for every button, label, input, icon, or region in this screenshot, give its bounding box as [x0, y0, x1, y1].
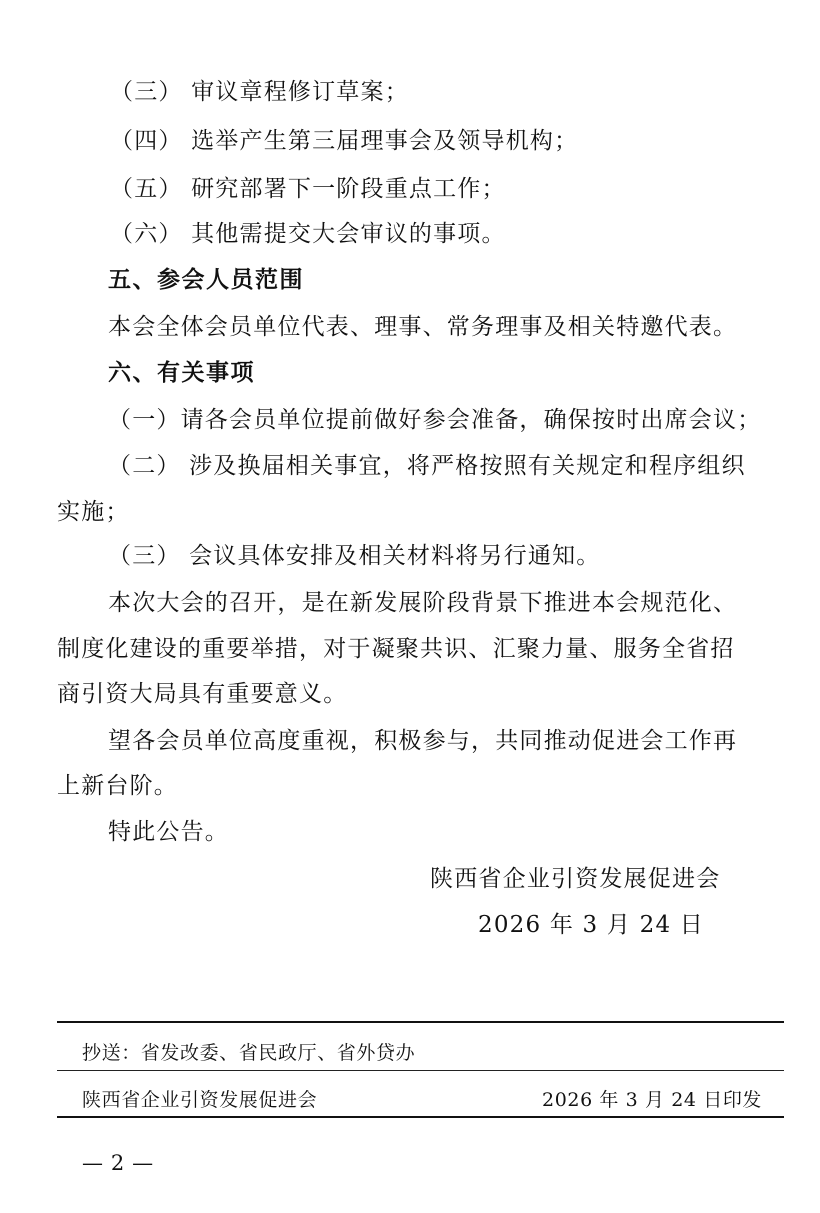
- agenda-item-4: （四） 选举产生第三届理事会及领导机构；: [110, 128, 579, 154]
- footer-issuer: 陕西省企业引资发展促进会: [82, 1089, 318, 1111]
- agenda-item-5: （五） 研究部署下一阶段重点工作；: [110, 176, 506, 202]
- matter-item-1: （一）请各会员单位提前做好参会准备，确保按时出席会议；: [108, 407, 762, 433]
- footer-print-date: 2026 年 3 月 24 日印发: [542, 1089, 763, 1111]
- section-heading-attendees: 五、参会人员范围: [108, 267, 304, 293]
- page-number: — 2 —: [82, 1151, 154, 1175]
- footer-bottom-rule: [57, 1116, 784, 1118]
- call-paragraph-line-1: 望各会员单位高度重视，积极参与，共同推动促进会工作再: [108, 728, 738, 754]
- call-paragraph-line-2: 上新台阶。: [57, 773, 178, 799]
- matter-item-2-continued: 实施；: [57, 499, 130, 525]
- signature-date: 2026 年 3 月 24 日: [478, 912, 704, 938]
- footer-top-rule: [57, 1021, 784, 1023]
- matter-item-2: （二） 涉及换届相关事宜，将严格按照有关规定和程序组织: [108, 453, 746, 479]
- signature-organization: 陕西省企业引资发展促进会: [430, 866, 721, 892]
- significance-paragraph-line-1: 本次大会的召开，是在新发展阶段背景下推进本会规范化、: [108, 590, 738, 616]
- closing-statement: 特此公告。: [108, 819, 229, 845]
- agenda-item-6: （六） 其他需提交大会审议的事项。: [110, 221, 506, 247]
- footer-middle-rule: [57, 1070, 784, 1071]
- significance-paragraph-line-3: 商引资大局具有重要意义。: [57, 681, 348, 707]
- section-heading-matters: 六、有关事项: [108, 360, 255, 386]
- significance-paragraph-line-2: 制度化建设的重要举措，对于凝聚共识、汇聚力量、服务全省招: [57, 636, 735, 662]
- agenda-item-3: （三） 审议章程修订草案；: [110, 79, 409, 105]
- attendees-paragraph: 本会全体会员单位代表、理事、常务理事及相关特邀代表。: [108, 314, 738, 340]
- matter-item-3: （三） 会议具体安排及相关材料将另行通知。: [108, 543, 601, 569]
- footer-cc: 抄送：省发改委、省民政厅、省外贷办: [82, 1042, 416, 1064]
